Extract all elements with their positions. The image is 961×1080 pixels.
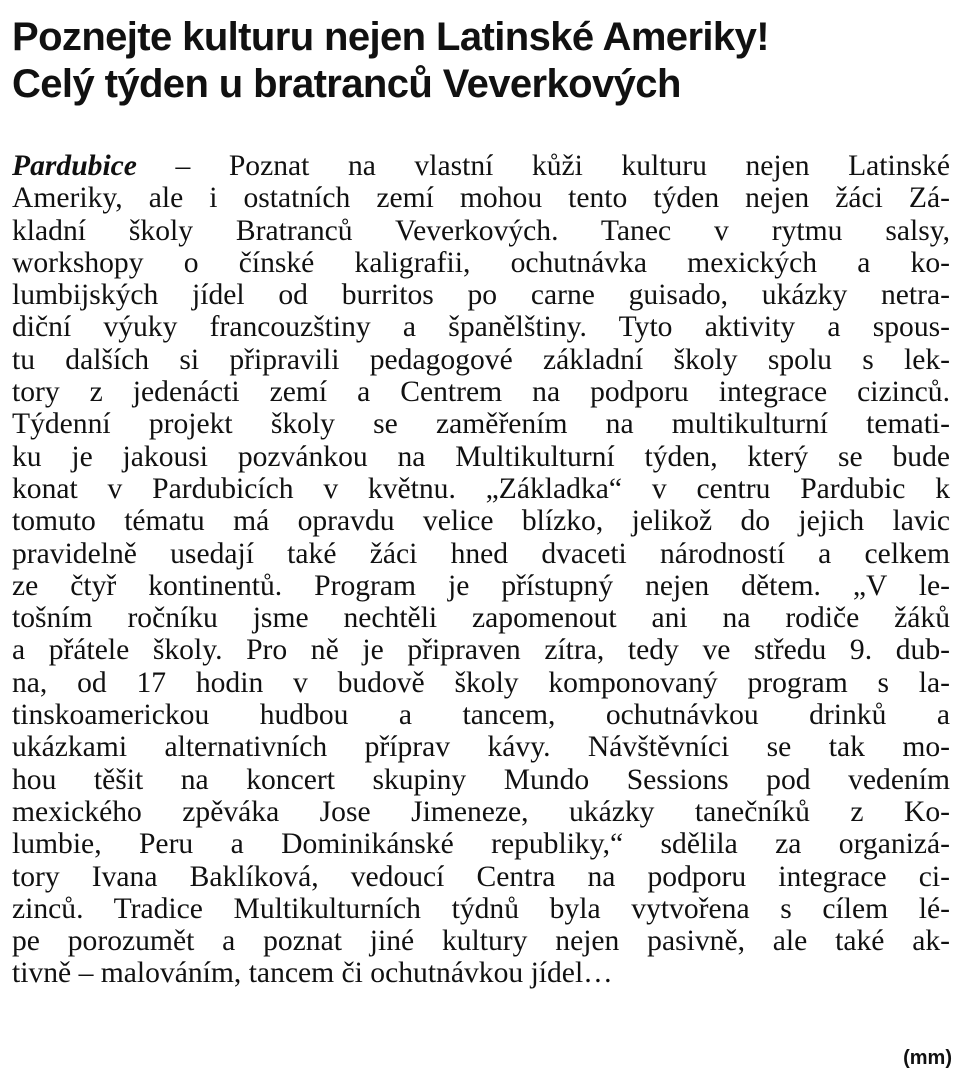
author-signature: (mm) xyxy=(903,1047,952,1069)
body-line: tinskoamerickou hudbou a tancem, ochutnávkou drinků a xyxy=(12,699,950,732)
body-line: zinců. Tradice Multikulturních týdnů byla vytvořena s cílem lé- xyxy=(12,892,950,925)
body-line: mexického zpěváka Jose Jimeneze, ukázky tanečníků z Ko- xyxy=(12,795,950,828)
body-line: pravidelně usedají také žáci hned dvaceti národností a celkem xyxy=(12,537,950,570)
dateline: Pardubice xyxy=(12,150,137,182)
body-line: tory z jedenácti zemí a Centrem na podporu integrace cizinců. xyxy=(12,376,950,409)
body-line: tošním ročníku jsme nechtěli zapomenout ani na rodiče žáků xyxy=(12,602,950,635)
body-line: diční výuky francouzštiny a španělštiny. Tyto aktivity a spous- xyxy=(12,311,950,344)
body-line: Ameriky, ale i ostatních zemí mohou tento týden nejen žáci Zá- xyxy=(12,182,950,215)
body-line: tory Ivana Baklíková, vedoucí Centra na podporu integrace ci- xyxy=(12,860,950,893)
body-line: workshopy o čínské kaligrafii, ochutnávka mexických a ko- xyxy=(12,246,950,279)
body-line xyxy=(12,150,950,182)
body-line: a přátele školy. Pro ně je připraven zítra, tedy ve středu 9. dub- xyxy=(12,634,950,667)
body-line: tu dalších si připravili pedagogové základní školy spolu s lek- xyxy=(12,343,950,376)
article xyxy=(12,14,952,1069)
headline xyxy=(12,14,952,108)
body-line: tivně – malováním, tancem či ochutnávkou jídel… xyxy=(12,957,613,990)
body-line: na, od 17 hodin v budově školy komponovaný program s la- xyxy=(12,666,950,699)
body-line: pe porozumět a poznat jiné kultury nejen pasivně, ale také ak- xyxy=(12,925,950,958)
body-line: hou těšit na koncert skupiny Mundo Sessions pod vedením xyxy=(12,763,950,796)
headline-line-2: Celý týden u bratranců Veverkových xyxy=(12,62,681,106)
body-line: lumbijských jídel od burritos po carne guisado, ukázky netra- xyxy=(12,279,950,312)
body-line: tomuto tématu má opravdu velice blízko, jelikož do jejich lavic xyxy=(12,505,950,538)
body-line: lumbie, Peru a Dominikánské republiky,“ sdělila za organizá- xyxy=(12,828,950,861)
body-line: konat v Pardubicích v květnu. „Základka“ v centru Pardubic k xyxy=(12,472,950,505)
body-line: ze čtyř kontinentů. Program je přístupný nejen dětem. „V le- xyxy=(12,569,950,602)
body-line-text: – Poznat na vlastní kůži kulturu nejen Latinské xyxy=(136,150,950,182)
body-line: ku je jakousi pozvánkou na Multikulturní týden, který se bude xyxy=(12,440,950,473)
headline-line-1: Poznejte kulturu nejen Latinské Ameriky! xyxy=(12,15,769,59)
article-body xyxy=(12,150,950,990)
body-line: kladní školy Bratranců Veverkových. Tanec v rytmu salsy, xyxy=(12,214,950,247)
body-line: Týdenní projekt školy se zaměřením na multikulturní temati- xyxy=(12,408,950,441)
body-line: ukázkami alternativních příprav kávy. Návštěvníci se tak mo- xyxy=(12,731,950,764)
